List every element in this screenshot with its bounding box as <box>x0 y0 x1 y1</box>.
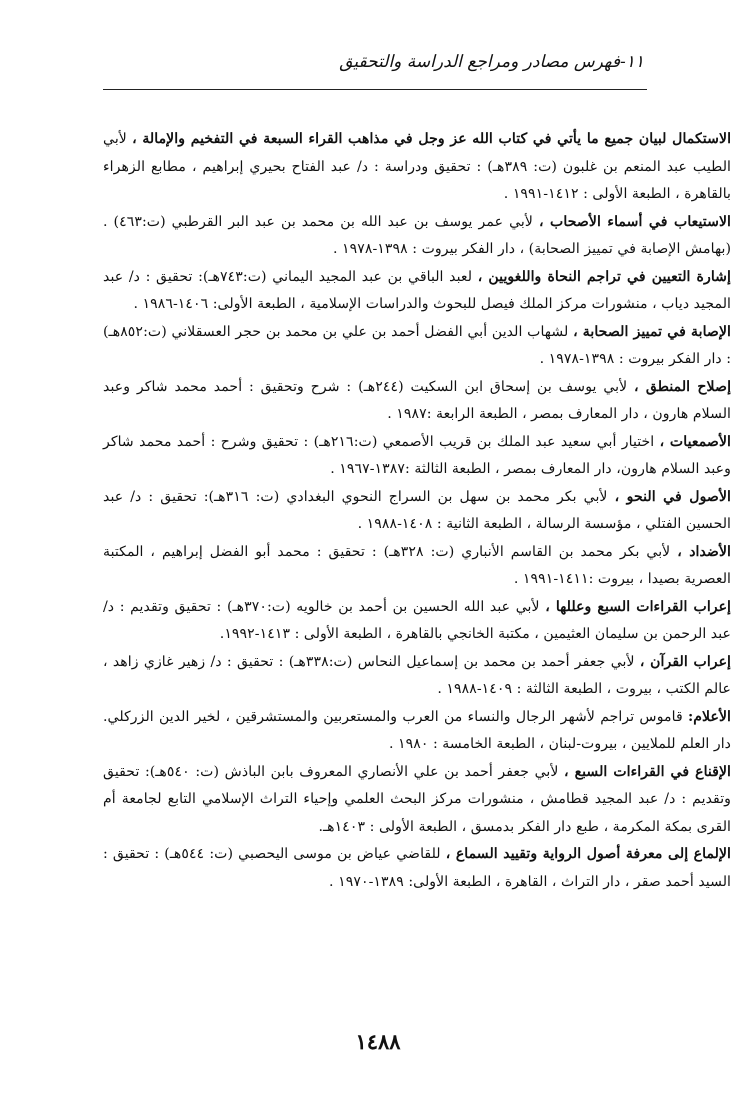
bibliography-entry <box>103 374 731 429</box>
bibliography-entry <box>103 429 731 484</box>
entry-text: لأبي الطيب عبد المنعم بن غلبون (ت: ٣٨٩هـ) : تحقيق ودراسة : د/ عبد الفتاح بحيري إبراهيم ، مطابع الزهراء بالقاهرة ، الطبعة الأولى : ١٤١٢-١٩٩١ . <box>103 131 731 202</box>
entry-text: لأبي بكر محمد بن القاسم الأنباري (ت: ٣٢٨هـ) : تحقيق : محمد أبو الفضل إبراهيم ، المكتبة العصرية بصيدا ، بيروت :١٤١١-١٩٩١ . <box>103 543 731 587</box>
entry-title: الاستيعاب في أسماء الأصحاب ، <box>538 213 731 230</box>
bibliography-entry <box>103 704 731 759</box>
bibliography-entry <box>103 209 731 264</box>
entry-text: لأبي جعفر أحمد بن محمد بن إسماعيل النحاس (ت:٣٣٨هـ) : تحقيق : د/ زهير غازي زاهد ، عالم الكتب ، بيروت ، الطبعة الثالثة : ١٤٠٩-١٩٨٨ . <box>103 653 731 697</box>
entry-title: الأصول في النحو ، <box>614 488 731 505</box>
entry-title: إعراب القرآن ، <box>639 653 731 670</box>
bibliography-entry <box>103 841 731 896</box>
entry-text: لأبي جعفر أحمد بن علي الأنصاري المعروف بابن الباذش (ت: ٥٤٠هـ): تحقيق وتقديم : د/ عبد المجيد قطامش ، منشورات مركز البحث العلمي وإحياء التراث الإسلامي التابع لجامعة أم القرى بمكة المكرمة ، طبع دار الفكر بدمسق ، الطبعة الأولى : ١٤٠٣هـ. <box>103 763 731 835</box>
bibliography-entry <box>103 319 731 374</box>
entry-text: لشهاب الدين أبي الفضل أحمد بن علي بن محمد بن حجر العسقلاني (ت:٨٥٢هـ) : دار الفكر بيروت : ١٣٩٨-١٩٧٨ . <box>103 323 731 367</box>
page-header: ١١-فهرس مصادر ومراجع الدراسة والتحقيق <box>339 52 644 72</box>
header-rule <box>103 89 647 90</box>
bibliography-entry <box>103 594 731 649</box>
bibliography-entry <box>103 126 731 209</box>
entry-title: الأصمعيات ، <box>659 433 731 450</box>
page-number: ١٤٨٨ <box>355 1029 401 1054</box>
bibliography-entry <box>103 484 731 539</box>
bibliography-list <box>103 126 731 896</box>
entry-title: الأعلام: <box>688 708 731 725</box>
entry-text: اختيار أبي سعيد عبد الملك بن قريب الأصمعي (ت:٢١٦هـ) : تحقيق وشرح : أحمد محمد شاكر وعبد السلام هارون، دار المعارف بمصر ، الطبعة الثالثة :١٣٨٧-١٩٦٧ . <box>103 433 731 477</box>
entry-text: قاموس تراجم لأشهر الرجال والنساء من العرب والمستعربين والمستشرقين ، لخير الدين الزركلي. دار العلم للملايين ، بيروت-لبنان ، الطبعة الخامسة : ١٩٨٠ . <box>103 708 731 752</box>
entry-text: لعبد الباقي بن عبد المجيد اليماني (ت:٧٤٣هـ): تحقيق : د/ عبد المجيد دياب ، منشورات مركز الملك فيصل للبحوث والدراسات الإسلامية ، الطبعة الأولى: ١٤٠٦-١٩٨٦ . <box>103 268 731 312</box>
bibliography-entry <box>103 649 731 704</box>
entry-text: لأبي بكر محمد بن سهل بن السراج النحوي البغدادي (ت: ٣١٦هـ): تحقيق : د/ عبد الحسين الفتلي ، مؤسسة الرسالة ، الطبعة الثانية : ١٤٠٨-١٩٨٨ . <box>103 488 731 532</box>
entry-text: لأبي عبد الله الحسين بن أحمد بن خالويه (ت:٣٧٠هـ) : تحقيق وتقديم : د/عبد الرحمن بن سليمان العثيمين ، مكتبة الخانجي بالقاهرة ، الطبعة الأولى : ١٤١٣-١٩٩٢. <box>103 598 731 642</box>
entry-title: إعراب القراءات السبع وعللها ، <box>545 598 731 615</box>
entry-text: للقاضي عياض بن موسى اليحصبي (ت: ٥٤٤هـ) : تحقيق : السيد أحمد صقر ، دار التراث ، القاهرة ، الطبعة الأولى: ١٣٨٩-١٩٧٠ . <box>103 846 731 890</box>
entry-text: لأبي يوسف بن إسحاق ابن السكيت (٢٤٤هـ) : شرح وتحقيق : أحمد محمد شاكر وعبد السلام هارون ، دار المعارف بمصر ، الطبعة الرابعة :١٩٨٧ . <box>103 378 731 422</box>
entry-title: الاستكمال لبيان جميع ما يأتي في كتاب الله عز وجل في مذاهب القراء السبعة في التفخيم والإمالة ، <box>132 131 732 147</box>
entry-text: لأبي عمر يوسف بن عبد الله بن محمد بن عبد البر القرطبي (ت:٤٦٣) . (بهامش الإصابة في تمييز الصحابة) ، دار الفكر بيروت : ١٣٩٨-١٩٧٨ . <box>103 213 731 257</box>
entry-title: الإصابة في تمييز الصحابة ، <box>573 323 731 340</box>
entry-title: الإقناع في القراءات السبع ، <box>564 763 731 780</box>
entry-title: إشارة التعيين في تراجم النحاة واللغويين ، <box>477 268 731 285</box>
bibliography-entry <box>103 264 731 319</box>
entry-title: الأضداد ، <box>677 543 731 560</box>
entry-title: الإلماع إلى معرفة أصول الرواية وتقييد السماع ، <box>445 846 731 862</box>
entry-title: إصلاح المنطق ، <box>634 378 732 395</box>
bibliography-entry <box>103 539 731 594</box>
bibliography-entry <box>103 759 731 842</box>
